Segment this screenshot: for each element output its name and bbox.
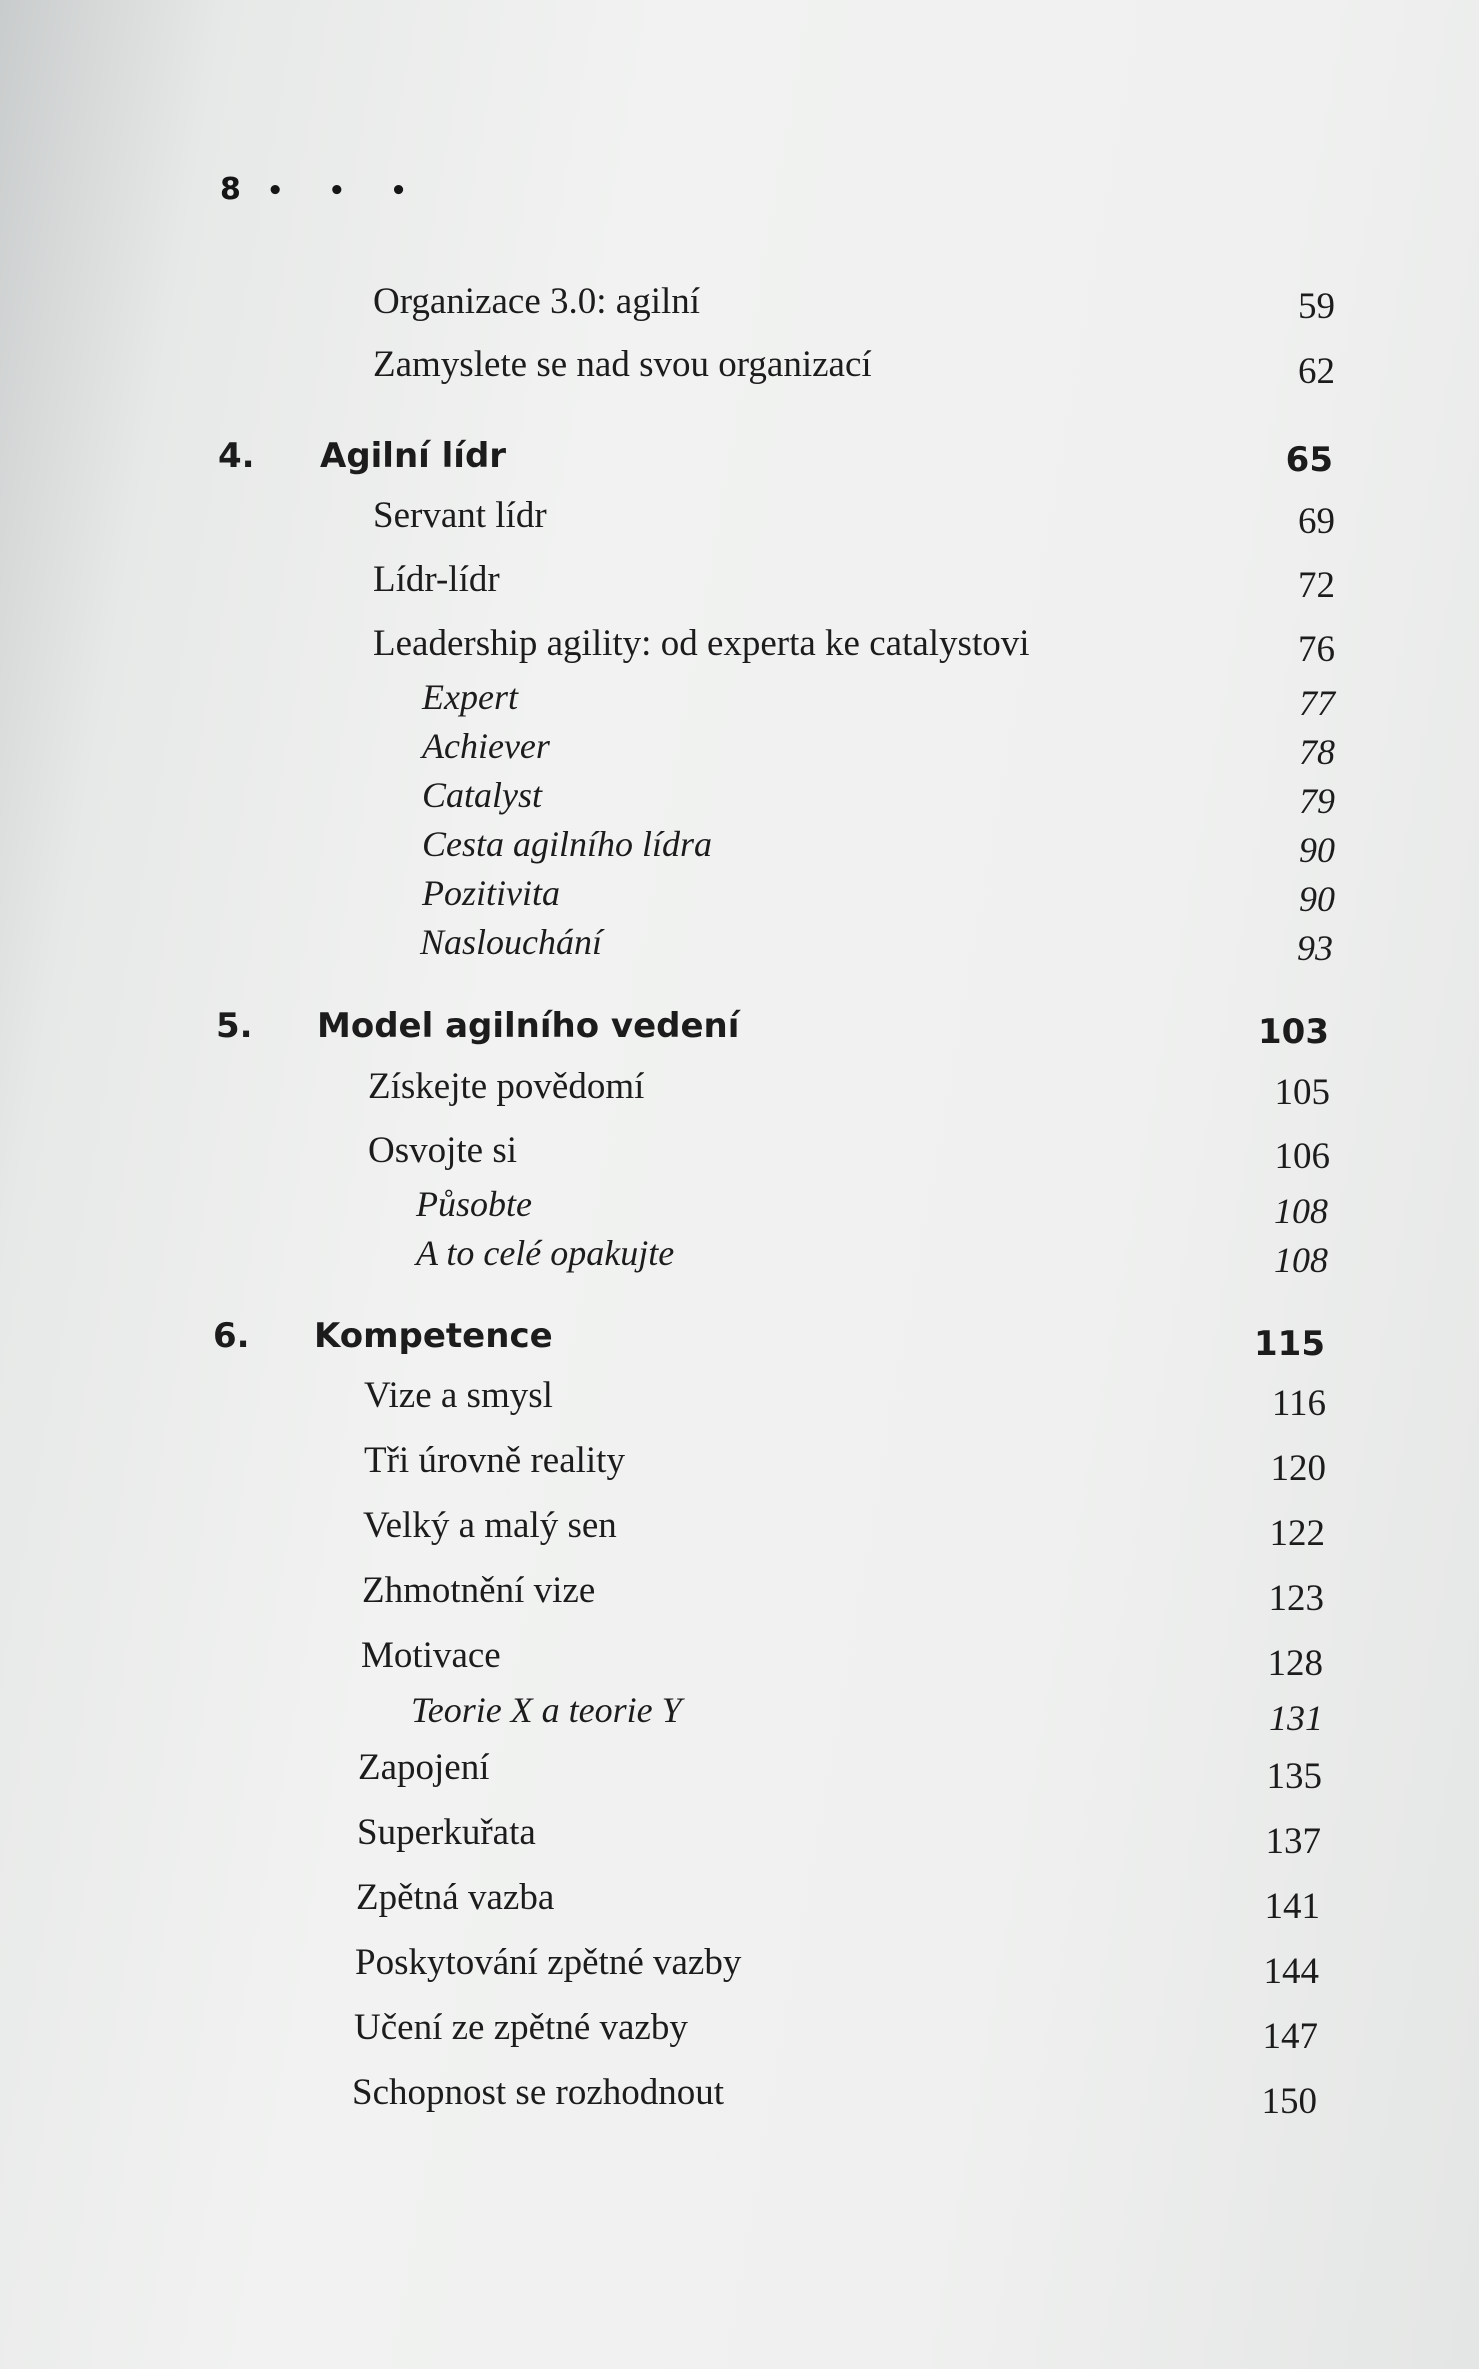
toc-entry-title: Superkuřata [357,1812,536,1853]
toc-entry-title: Lídr-lídr [373,559,500,600]
chapter-number: 4. [218,436,255,476]
toc-subentry-title: Naslouchání [420,922,603,962]
toc-entry-title: Osvojte si [368,1130,518,1171]
toc-subentry-title: Pozitivita [422,873,560,913]
toc-entry-title: Servant lídr [373,495,547,536]
toc-subentry-title: Expert [422,677,518,717]
toc-subentry-page: 93 [1297,928,1333,968]
toc-entry-title: Získejte povědomí [368,1066,645,1107]
toc-entry-title: Zhmotnění vize [362,1570,596,1611]
chapter-number: 6. [213,1316,250,1356]
toc-entry-page: 123 [1268,1578,1324,1619]
toc-entry-title: Poskytování zpětné vazby [355,1942,742,1983]
toc-entry-title: Schopnost se rozhodnout [352,2072,725,2113]
toc-subentry-page: 90 [1299,830,1335,870]
chapter-title: Kompetence [314,1316,553,1356]
toc-subentry-page: 108 [1274,1191,1328,1231]
toc-entry-page: 135 [1266,1756,1322,1797]
toc-entry-page: 147 [1262,2016,1318,2057]
chapter-number: 5. [216,1006,253,1046]
toc-subentry-title: Achiever [422,726,550,766]
toc-entry-page: 128 [1267,1643,1323,1684]
toc-subentry-page: 131 [1269,1698,1323,1738]
chapter-page: 65 [1285,440,1333,480]
toc-subentry-title: Teorie X a teorie Y [411,1690,682,1730]
header-dots: • • • [266,176,425,206]
toc-entry-title: Motivace [361,1635,501,1676]
page-number: 8 [220,172,243,207]
toc-entry-page: 150 [1261,2081,1317,2122]
toc-entry-page: 106 [1274,1136,1330,1177]
toc-subentry-title: Působte [416,1184,532,1224]
toc-subentry-title: A to celé opakujte [416,1233,675,1273]
toc-entry-title: Leadership agility: od experta ke catalystovi [373,623,1030,664]
toc-entry-page: 76 [1298,629,1335,670]
toc-entry-title: Zamyslete se nad svou organizací [373,344,872,385]
toc-entry-title: Vize a smysl [364,1375,553,1416]
toc-entry-page: 116 [1271,1383,1326,1424]
toc-subentry-page: 78 [1299,732,1335,772]
toc-entry-page: 137 [1265,1821,1321,1862]
toc-entry-page: 62 [1298,351,1335,392]
toc-entry-page: 69 [1298,501,1335,542]
toc-entry-page: 144 [1263,1951,1319,1992]
toc-subentry-page: 90 [1299,879,1335,919]
toc-subentry-page: 77 [1299,683,1335,723]
toc-entry-page: 105 [1274,1072,1330,1113]
toc-subentry-page: 108 [1274,1240,1328,1280]
toc-entry-page: 72 [1298,565,1335,606]
toc-entry-page: 120 [1270,1448,1326,1489]
toc-entry-page: 141 [1264,1886,1320,1927]
toc-entry-title: Učení ze zpětné vazby [354,2007,688,2048]
chapter-page: 115 [1254,1324,1325,1364]
chapter-page: 103 [1258,1012,1329,1052]
toc-entry-title: Organizace 3.0: agilní [373,281,701,322]
chapter-title: Agilní lídr [320,436,507,476]
toc-subentry-page: 79 [1299,781,1335,821]
toc-entry-title: Tři úrovně reality [364,1440,625,1481]
toc-entry-title: Velký a malý sen [363,1505,617,1546]
toc-subentry-title: Cesta agilního lídra [422,824,713,864]
toc-subentry-title: Catalyst [422,775,543,815]
toc-entry-page: 59 [1298,286,1335,327]
toc-entry-page: 122 [1269,1513,1325,1554]
toc-entry-title: Zapojení [358,1747,490,1788]
page-header [220,172,425,207]
chapter-title: Model agilního vedení [317,1006,740,1046]
toc-entry-title: Zpětná vazba [356,1877,555,1918]
